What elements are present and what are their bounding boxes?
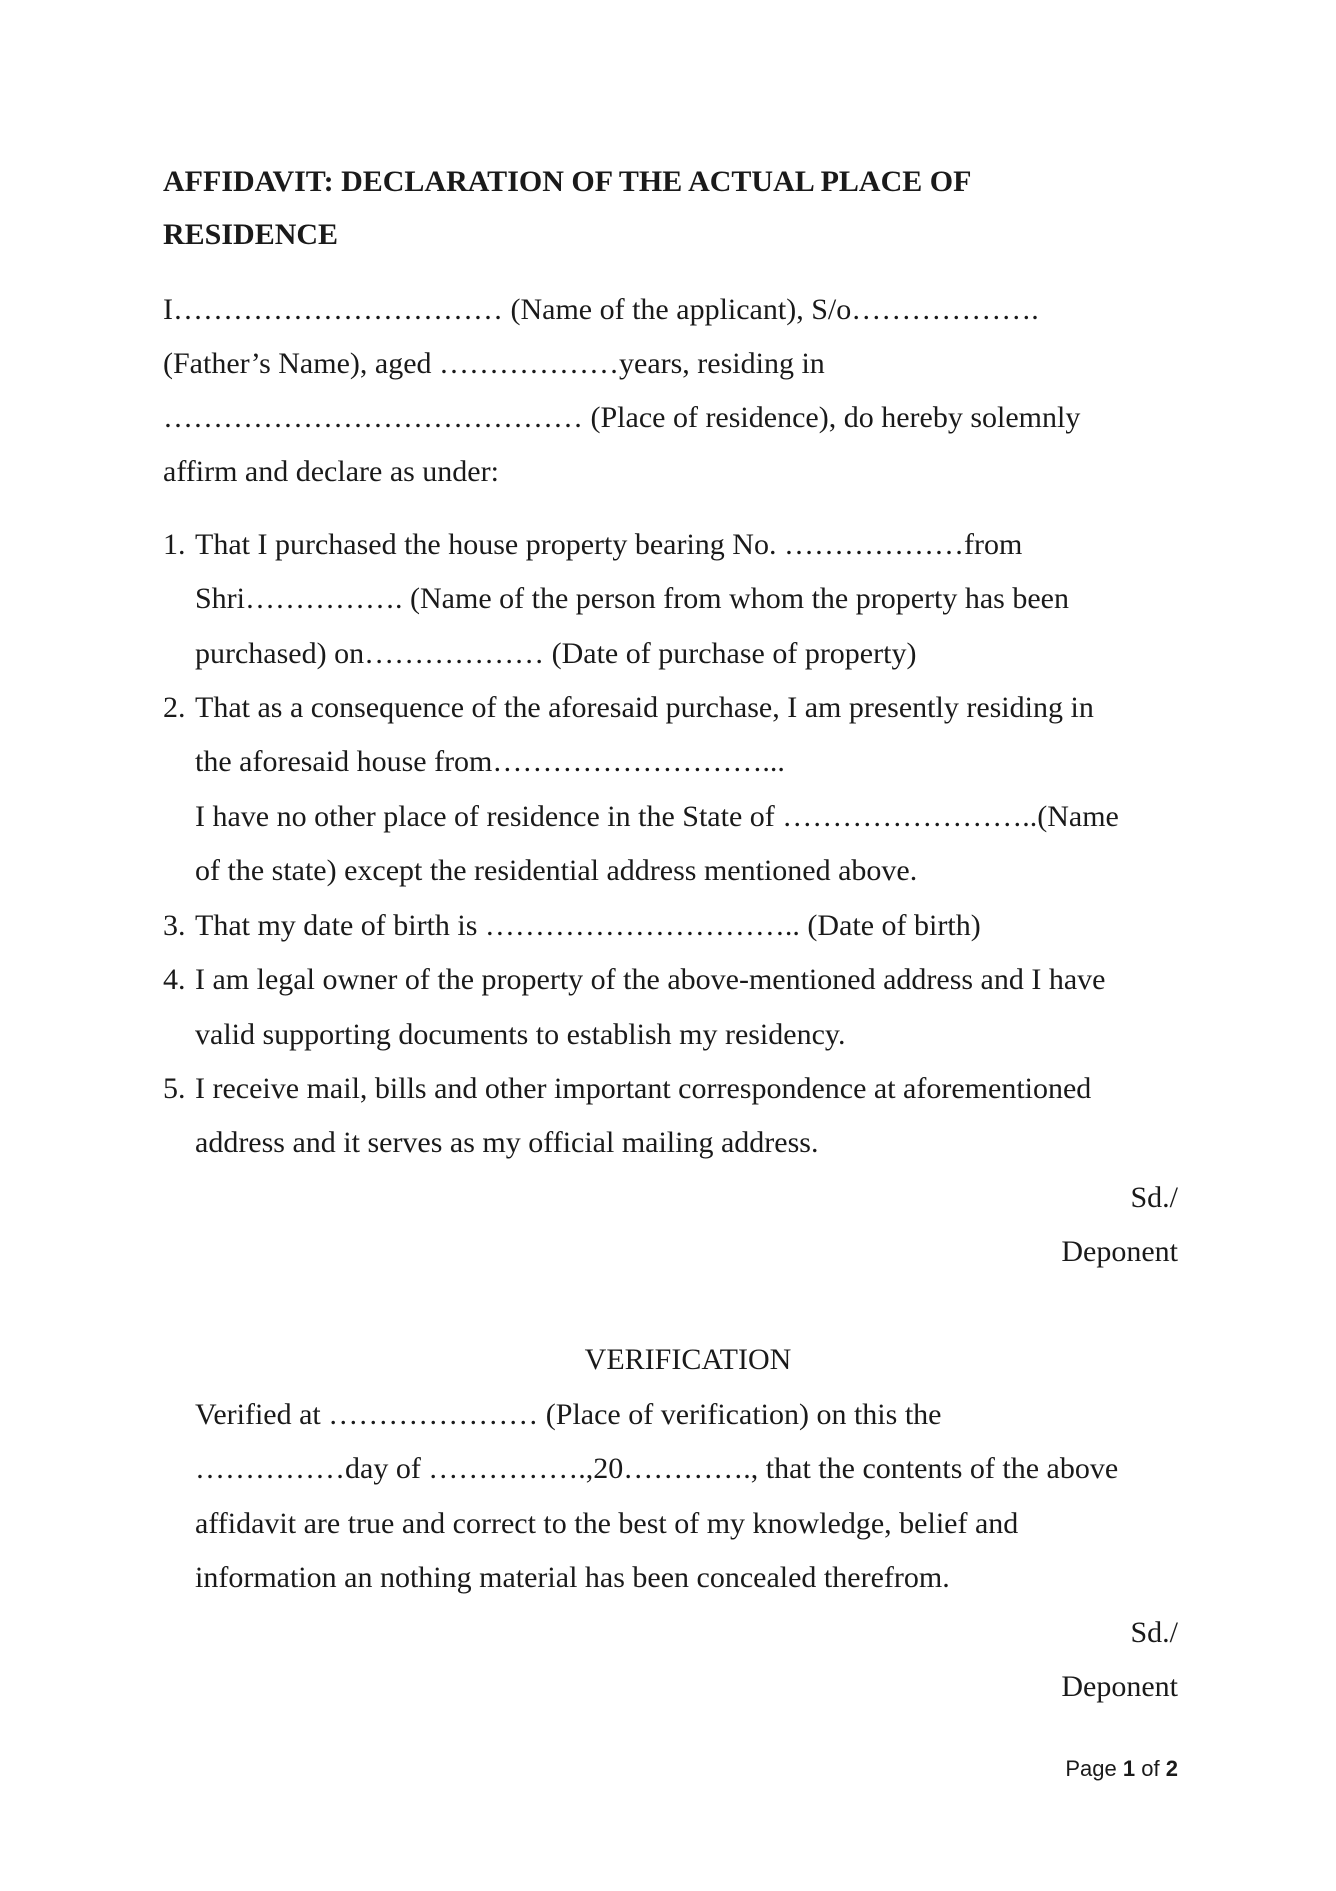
clause-2-line-3: I have no other place of residence in the State of ……………………..(Name (195, 800, 1119, 833)
clause-2-line-1: That as a consequence of the aforesaid purchase, I am presently residing in (195, 691, 1094, 724)
clause-5-line-2: address and it serves as my official mailing address. (195, 1126, 819, 1159)
clause-1-line-3: purchased) on……………… (Date of purchase of property) (195, 637, 917, 670)
clause-1-line-2: Shri……………. (Name of the person from whom the property has been (195, 582, 1069, 615)
page-current: 1 (1122, 1756, 1136, 1781)
clause-4-number: 4. (163, 963, 186, 996)
clause-2-number: 2. (163, 691, 186, 724)
intro-line-2: (Father’s Name), aged ………………years, residing in (163, 347, 825, 380)
intro-line-1: I…………………………… (Name of the applicant), S/o………………. (163, 293, 1039, 326)
verification-line-2: ……………day of …………….,20…………., that the contents of the above (195, 1452, 1119, 1485)
verification-line-4: information an nothing material has been concealed therefrom. (195, 1561, 950, 1594)
clause-5-line-1: I receive mail, bills and other important correspondence at aforementioned (195, 1072, 1092, 1105)
clause-2-line-2: the aforesaid house from………………………... (195, 745, 785, 778)
document-title-line-2: RESIDENCE (163, 218, 339, 251)
clause-3-number: 3. (163, 909, 186, 942)
clause-1-number: 1. (163, 528, 186, 561)
page-total: 2 (1165, 1756, 1178, 1781)
verification-line-3: affidavit are true and correct to the best of my knowledge, belief and (195, 1507, 1019, 1540)
clause-5-number: 5. (163, 1072, 186, 1105)
intro-line-4: affirm and declare as under: (163, 455, 499, 488)
verification-heading: VERIFICATION (584, 1343, 792, 1376)
clause-4-line-2: valid supporting documents to establish my residency. (195, 1018, 846, 1051)
signature-deponent-2: Deponent (1061, 1670, 1178, 1703)
verification-line-1: Verified at ………………… (Place of verification) on this the (195, 1398, 942, 1431)
page-number (1065, 1755, 1178, 1783)
signature-deponent-1: Deponent (1061, 1235, 1178, 1268)
intro-line-3: …………………………………… (Place of residence), do hereby solemnly (163, 401, 1081, 434)
clause-1-line-1: That I purchased the house property bearing No. ………………from (195, 528, 1023, 561)
signature-sd-1: Sd./ (1130, 1181, 1178, 1214)
clause-4-line-1: I am legal owner of the property of the above-mentioned address and I have (195, 963, 1106, 996)
clause-3-line-1: That my date of birth is ………………………….. (Date of birth) (195, 909, 981, 942)
page-word: Page (1065, 1756, 1117, 1781)
signature-sd-2: Sd./ (1130, 1616, 1178, 1649)
document-title-line-1: AFFIDAVIT: DECLARATION OF THE ACTUAL PLACE OF (163, 165, 972, 198)
page-of-word: of (1141, 1756, 1160, 1781)
clause-2-line-4: of the state) except the residential address mentioned above. (195, 854, 918, 887)
